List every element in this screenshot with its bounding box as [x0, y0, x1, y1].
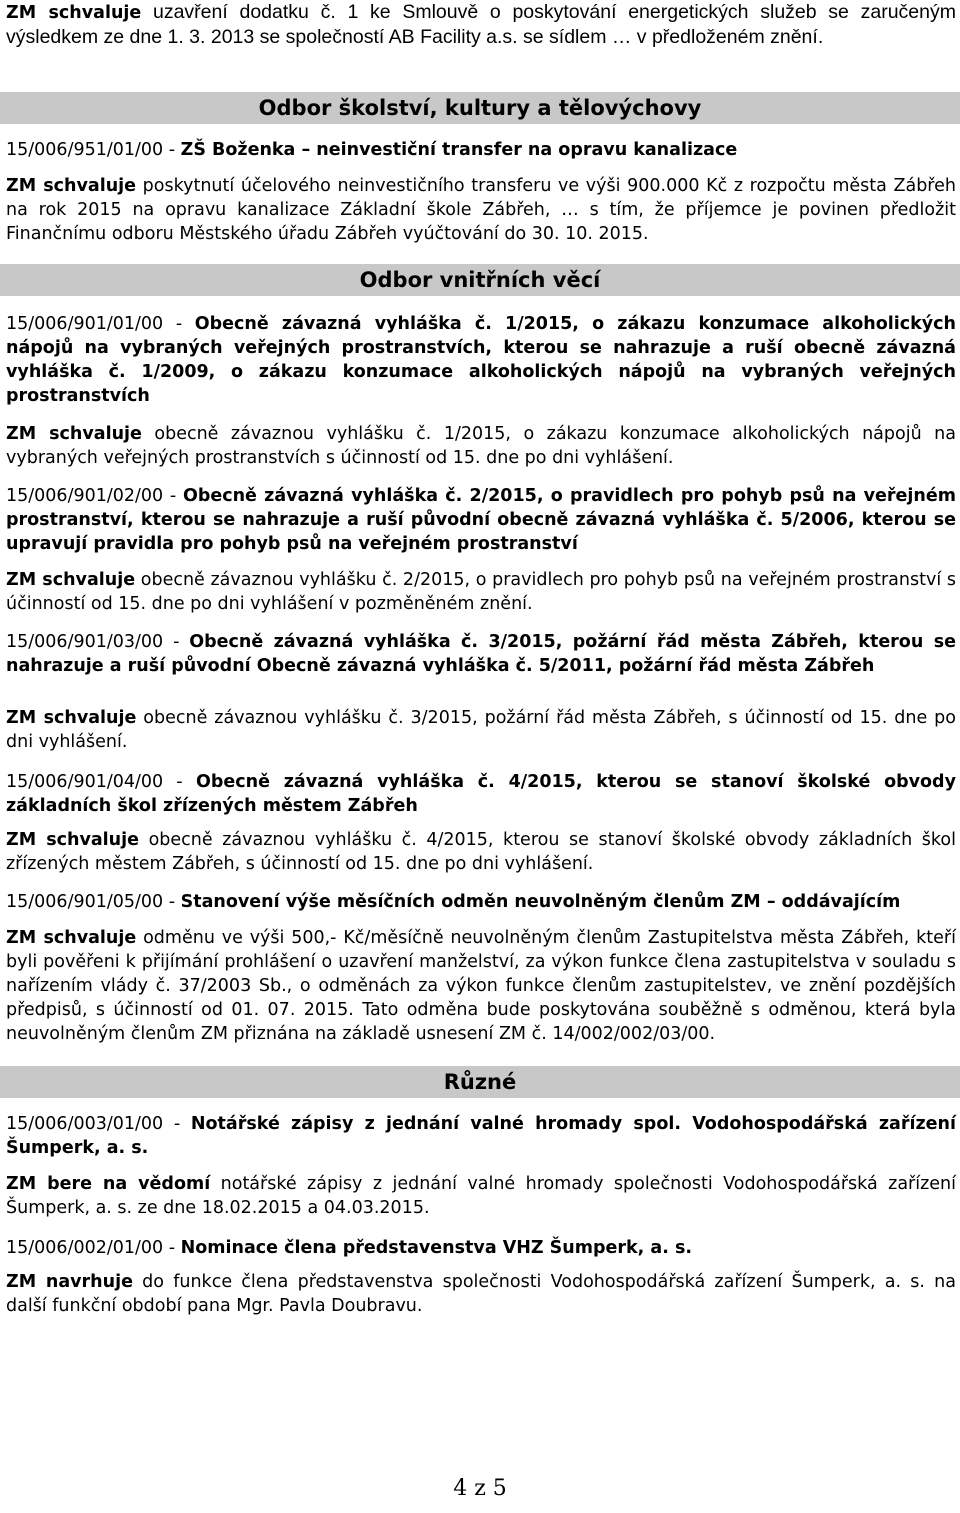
section-heading-internal: Odbor vnitřních věcí	[0, 264, 960, 296]
section-heading-misc: Různé	[0, 1066, 960, 1098]
item-code: 15/006/901/05/00 -	[6, 892, 181, 912]
resolution-lead: ZM schvaluje	[6, 830, 139, 850]
item-title: Notářské zápisy z jednání valné hromady spol. Vodohospodářská zařízení Šumperk, a. s.	[6, 1114, 956, 1158]
item-code: 15/006/901/03/00 -	[6, 632, 190, 652]
item-code: 15/006/901/02/00 -	[6, 486, 183, 506]
item-code: 15/006/901/04/00 -	[6, 772, 196, 792]
item-resolution-901-01	[6, 422, 956, 470]
item-title-003-01	[6, 1112, 956, 1160]
item-resolution-002-01	[6, 1270, 956, 1318]
item-title-901-05	[6, 890, 956, 914]
item-title-901-01	[6, 312, 956, 408]
resolution-lead: ZM navrhuje	[6, 1272, 133, 1292]
item-title: Obecně závazná vyhláška č. 3/2015, požární řád města Zábřeh, kterou se nahrazuje a ruší původní Obecně závazná vyhláška č. 5/2011, požární řád města Zábřeh	[6, 632, 956, 676]
item-resolution-003-01	[6, 1172, 956, 1220]
item-code: 15/006/901/01/00 -	[6, 314, 195, 334]
item-title: ZŠ Boženka – neinvestiční transfer na opravu kanalizace	[180, 140, 738, 160]
resolution-text: notářské zápisy z jednání valné hromady společnosti Vodohospodářská zařízení Šumperk, a. s. ze dne 18.02.2015 a 04.03.2015.	[6, 1174, 957, 1218]
item-code: 15/006/003/01/00 -	[6, 1114, 191, 1134]
resolution-text: uzavření dodatku č. 1 ke Smlouvě o poskytování energetických služeb se zaručeným výsledkem ze dne 1. 3. 2013 se společností AB Facility a.s. se sídlem … v předloženém znění.	[6, 1, 956, 48]
top-item-resolution	[6, 0, 956, 50]
resolution-lead: ZM schvaluje	[6, 424, 142, 444]
resolution-lead: ZM schvaluje	[6, 176, 137, 196]
resolution-lead: ZM bere na vědomí	[6, 1174, 211, 1194]
item-resolution-901-02	[6, 568, 956, 616]
resolution-lead: ZM schvaluje	[6, 928, 137, 948]
resolution-text: poskytnutí účelového neinvestičního transferu ve výši 900.000 Kč z rozpočtu města Zábřeh na rok 2015 na opravu kanalizace Základní škole Zábřeh, … s tím, že příjemce je povinen předložit Finančnímu odboru Městského úřadu Zábřeh vyúčtování do 30. 10. 2015.	[6, 176, 956, 244]
item-title: Nominace člena představenstva VHZ Šumperk, a. s.	[180, 1238, 693, 1258]
section-heading-school: Odbor školství, kultury a tělovýchovy	[0, 92, 960, 124]
item-title-901-03	[6, 630, 956, 678]
item-title-901-02	[6, 484, 956, 556]
item-resolution-901-04	[6, 828, 956, 876]
resolution-text: obecně závaznou vyhlášku č. 2/2015, o pravidlech pro pohyb psů na veřejném prostranství s účinností od 15. dne po dni vyhlášení v pozměněném znění.	[6, 570, 956, 614]
item-code: 15/006/951/01/00 -	[6, 140, 181, 160]
resolution-text: odměnu ve výši 500,- Kč/měsíčně neuvolněným členům Zastupitelstva města Zábřeh, kteří byli pověřeni k přijímání prohlášení o uzavření manželství, za výkon funkce člena zastupitelstva v souladu s nařízením vlády č. 37/2003 Sb., o odměnách za výkon funkce členům zastupitelstev, ve znění pozdějších předpisů, s účinností od 01. 07. 2015. Tato odměna bude poskytována souběžně s odměnou, která byla neuvolněným členům ZM přiznána na základě usnesení ZM č. 14/002/002/03/00.	[6, 928, 956, 1044]
resolution-lead: ZM schvaluje	[6, 570, 136, 590]
item-resolution-901-03	[6, 706, 956, 754]
resolution-text: do funkce člena představenstva společnosti Vodohospodářská zařízení Šumperk, a. s. na další funkční období pana Mgr. Pavla Doubravu.	[6, 1272, 956, 1316]
resolution-lead: ZM schvaluje	[6, 3, 142, 23]
resolution-text: obecně závaznou vyhlášku č. 3/2015, požární řád města Zábřeh, s účinností od 15. dne po dni vyhlášení.	[6, 708, 956, 752]
item-title-951-01	[6, 138, 956, 162]
resolution-lead: ZM schvaluje	[6, 708, 137, 728]
item-title: Obecně závazná vyhláška č. 4/2015, kterou se stanoví školské obvody základních škol zřízených městem Zábřeh	[6, 772, 956, 816]
resolution-text: obecně závaznou vyhlášku č. 1/2015, o zákazu konzumace alkoholických nápojů na vybraných veřejných prostranstvích s účinností od 15. dne po dni vyhlášení.	[6, 424, 956, 468]
item-title: Obecně závazná vyhláška č. 2/2015, o pravidlech pro pohyb psů na veřejném prostranství, kterou se nahrazuje a ruší původní obecně závazná vyhláška č. 5/2006, kterou se upravují pravidla pro pohyb psů na veřejném prostranství	[6, 486, 956, 554]
item-title: Stanovení výše měsíčních odměn neuvolněným členům ZM – oddávajícím	[180, 892, 901, 912]
item-resolution-901-05	[6, 926, 956, 1046]
page-number: 4 z 5	[453, 1476, 507, 1501]
item-code: 15/006/002/01/00 -	[6, 1238, 181, 1258]
item-title-901-04	[6, 770, 956, 818]
item-title: Obecně závazná vyhláška č. 1/2015, o zákazu konzumace alkoholických nápojů na vybraných veřejných prostranstvích, kterou se nahrazuje a ruší obecně závazná vyhláška č. 1/2009, o zákazu konzumace alkoholických nápojů na vybraných veřejných prostranstvích	[6, 314, 957, 406]
item-title-002-01	[6, 1236, 956, 1260]
item-resolution-951-01	[6, 174, 956, 246]
resolution-text: obecně závaznou vyhlášku č. 4/2015, kterou se stanoví školské obvody základních škol zřízených městem Zábřeh, s účinností od 15. dne po dni vyhlášení.	[6, 830, 956, 874]
